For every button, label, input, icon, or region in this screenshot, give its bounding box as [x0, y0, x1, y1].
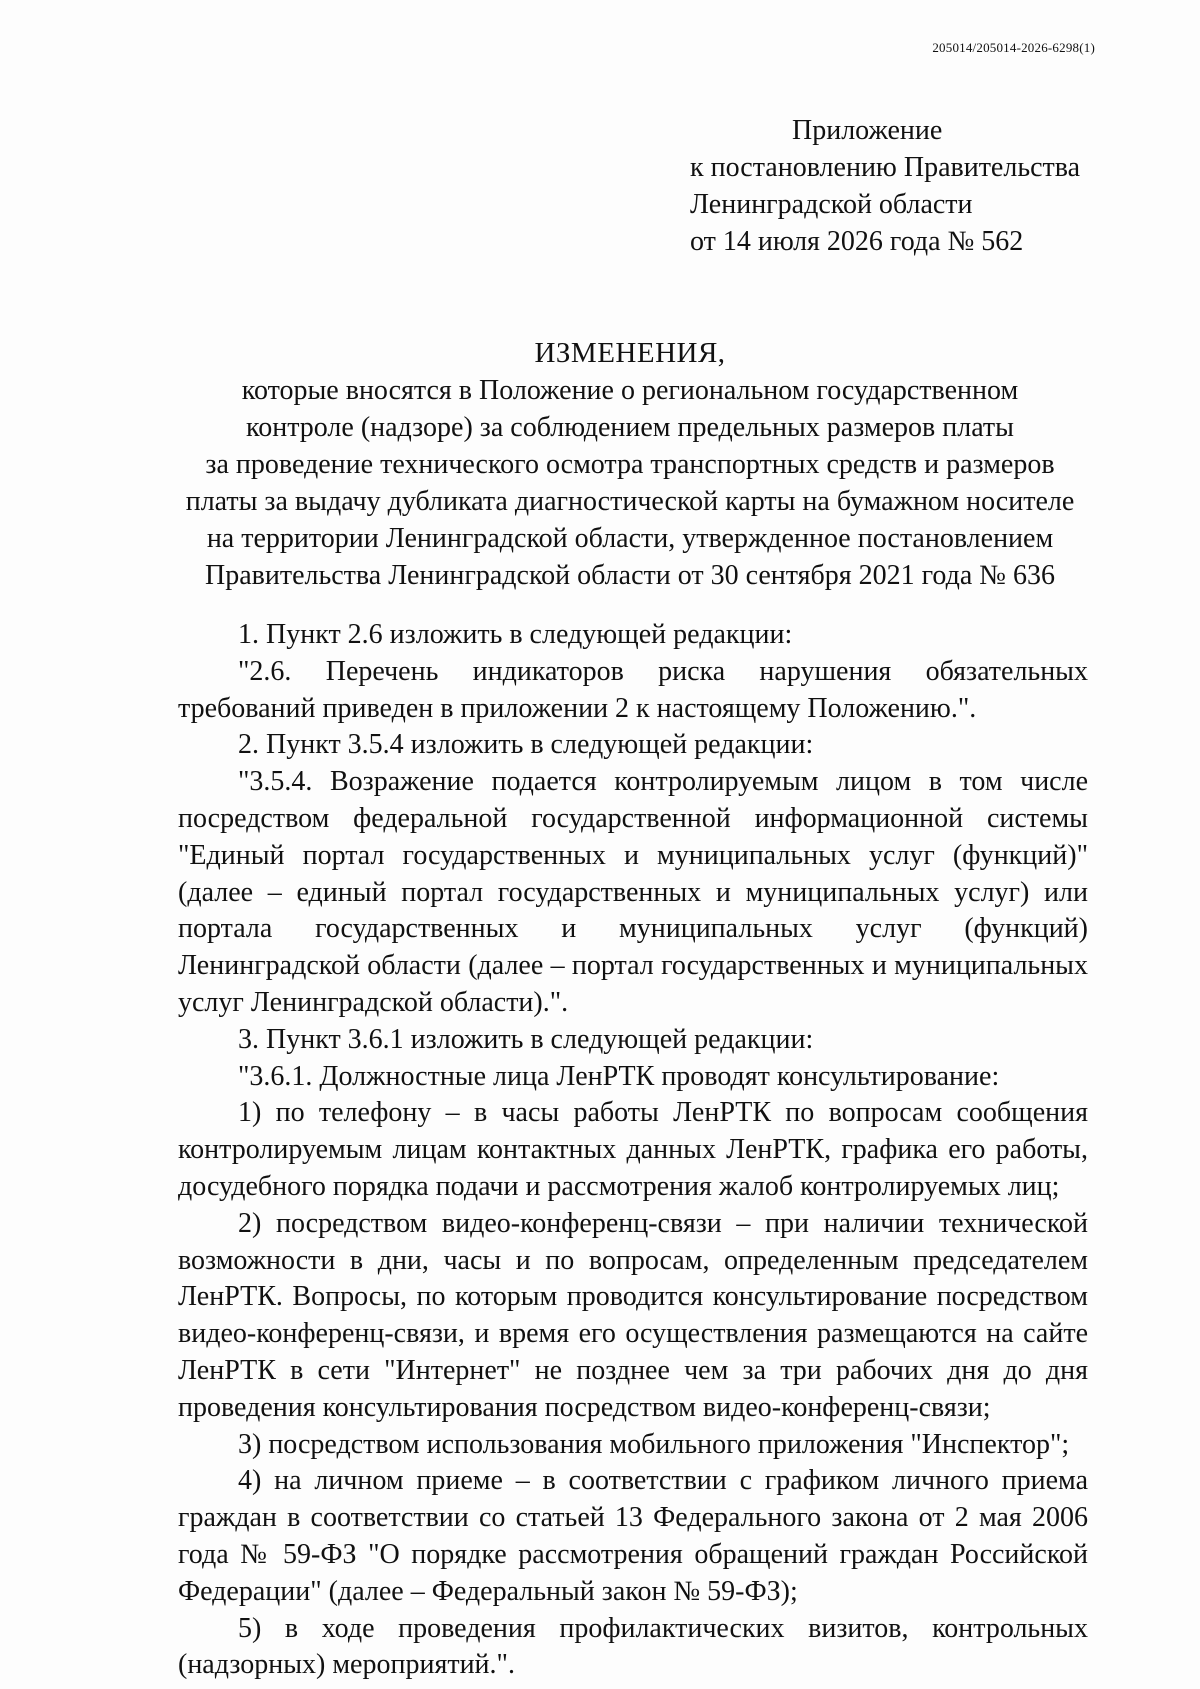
paragraph-item-1: 1. Пункт 2.6 изложить в следующей редакции: — [238, 619, 793, 650]
appendix-line-resolution: к постановлению Правительства — [690, 152, 1081, 183]
list-item-mobile-app: 3) посредством использования мобильного приложения "Инспектор"; — [238, 1428, 1070, 1460]
heading-line: платы за выдачу дубликата диагностической карты на бумажном носителе — [185, 486, 1075, 517]
appendix-line-region: Ленинградской области — [690, 189, 973, 220]
paragraph-item-3: 3. Пункт 3.6.1 изложить в следующей редакции: — [238, 1023, 814, 1055]
paragraph-quote-2-6: "2.6. Перечень индикаторов риска нарушения обязательных требований приведен в приложении 2 к настоящему Положению.". — [178, 655, 1088, 724]
paragraph-item-2: 2. Пункт 3.5.4 изложить в следующей редакции: — [238, 729, 814, 761]
heading-line: контроле (надзоре) за соблюдением предельных размеров платы — [246, 412, 1014, 443]
heading-line: Правительства Ленинградской области от 30 сентября 2021 года № 636 — [204, 560, 1056, 591]
appendix-title: Приложение — [792, 115, 943, 146]
heading-line: за проведение технического осмотра транспортных средств и размеров — [205, 449, 1055, 480]
list-item-phone: 1) по телефону – в часы работы ЛенРТК по вопросам сообщения контролируемым лицам контактных данных ЛенРТК, графика его работы, досудебного порядка подачи и рассмотрения жалоб контролируемых лиц; — [178, 1097, 1088, 1202]
document-body — [178, 617, 1088, 1684]
document-id: 205014/205014-2026-6298(1) — [932, 40, 1095, 55]
heading-line: которые вносятся в Положение о региональном государственном — [241, 375, 1019, 406]
paragraph-quote-3-5-4: "3.5.4. Возражение подается контролируемым лицом в том числе посредством федеральной государственной информационной системы "Единый портал государственных и муниципальных услуг (функций)" (далее – единый портал государственных и муниципальных услуг) или портала государственных и муниципальных услуг (функций) Ленинградской области (далее – портал государственных и муниципальных услуг Ленинградской области).". — [178, 766, 1088, 1018]
paragraph-quote-3-6-1: "3.6.1. Должностные лица ЛенРТК проводят консультирование: — [238, 1060, 1000, 1092]
appendix-line-date: от 14 июля 2026 года № 562 — [690, 226, 1024, 257]
list-item-visits: 5) в ходе проведения профилактических визитов, контрольных (надзорных) мероприятий.". — [178, 1612, 1088, 1681]
document-heading — [150, 335, 1110, 594]
heading-line: на территории Ленинградской области, утвержденное постановлением — [206, 523, 1054, 554]
appendix-block — [690, 112, 1080, 260]
heading-title: ИЗМЕНЕНИЯ, — [534, 337, 726, 369]
list-item-personal: 4) на личном приеме – в соответствии с графиком личного приема граждан в соответствии со статьей 13 Федерального закона от 2 мая 2006 года № 59-ФЗ "О порядке рассмотрения обращений граждан Российской Федерации" (далее – Федеральный закон № 59-ФЗ); — [178, 1465, 1088, 1607]
list-item-video: 2) посредством видео-конференц-связи – при наличии технической возможности в дни, часы и по вопросам, определенным председателем ЛенРТК. Вопросы, по которым проводится консультирование посредством видео-конференц-связи, и время его осуществления размещаются на сайте ЛенРТК в сети "Интернет" не позднее чем за три рабочих дня до дня проведения консультирования посредством видео-конференц-связи; — [178, 1207, 1088, 1423]
